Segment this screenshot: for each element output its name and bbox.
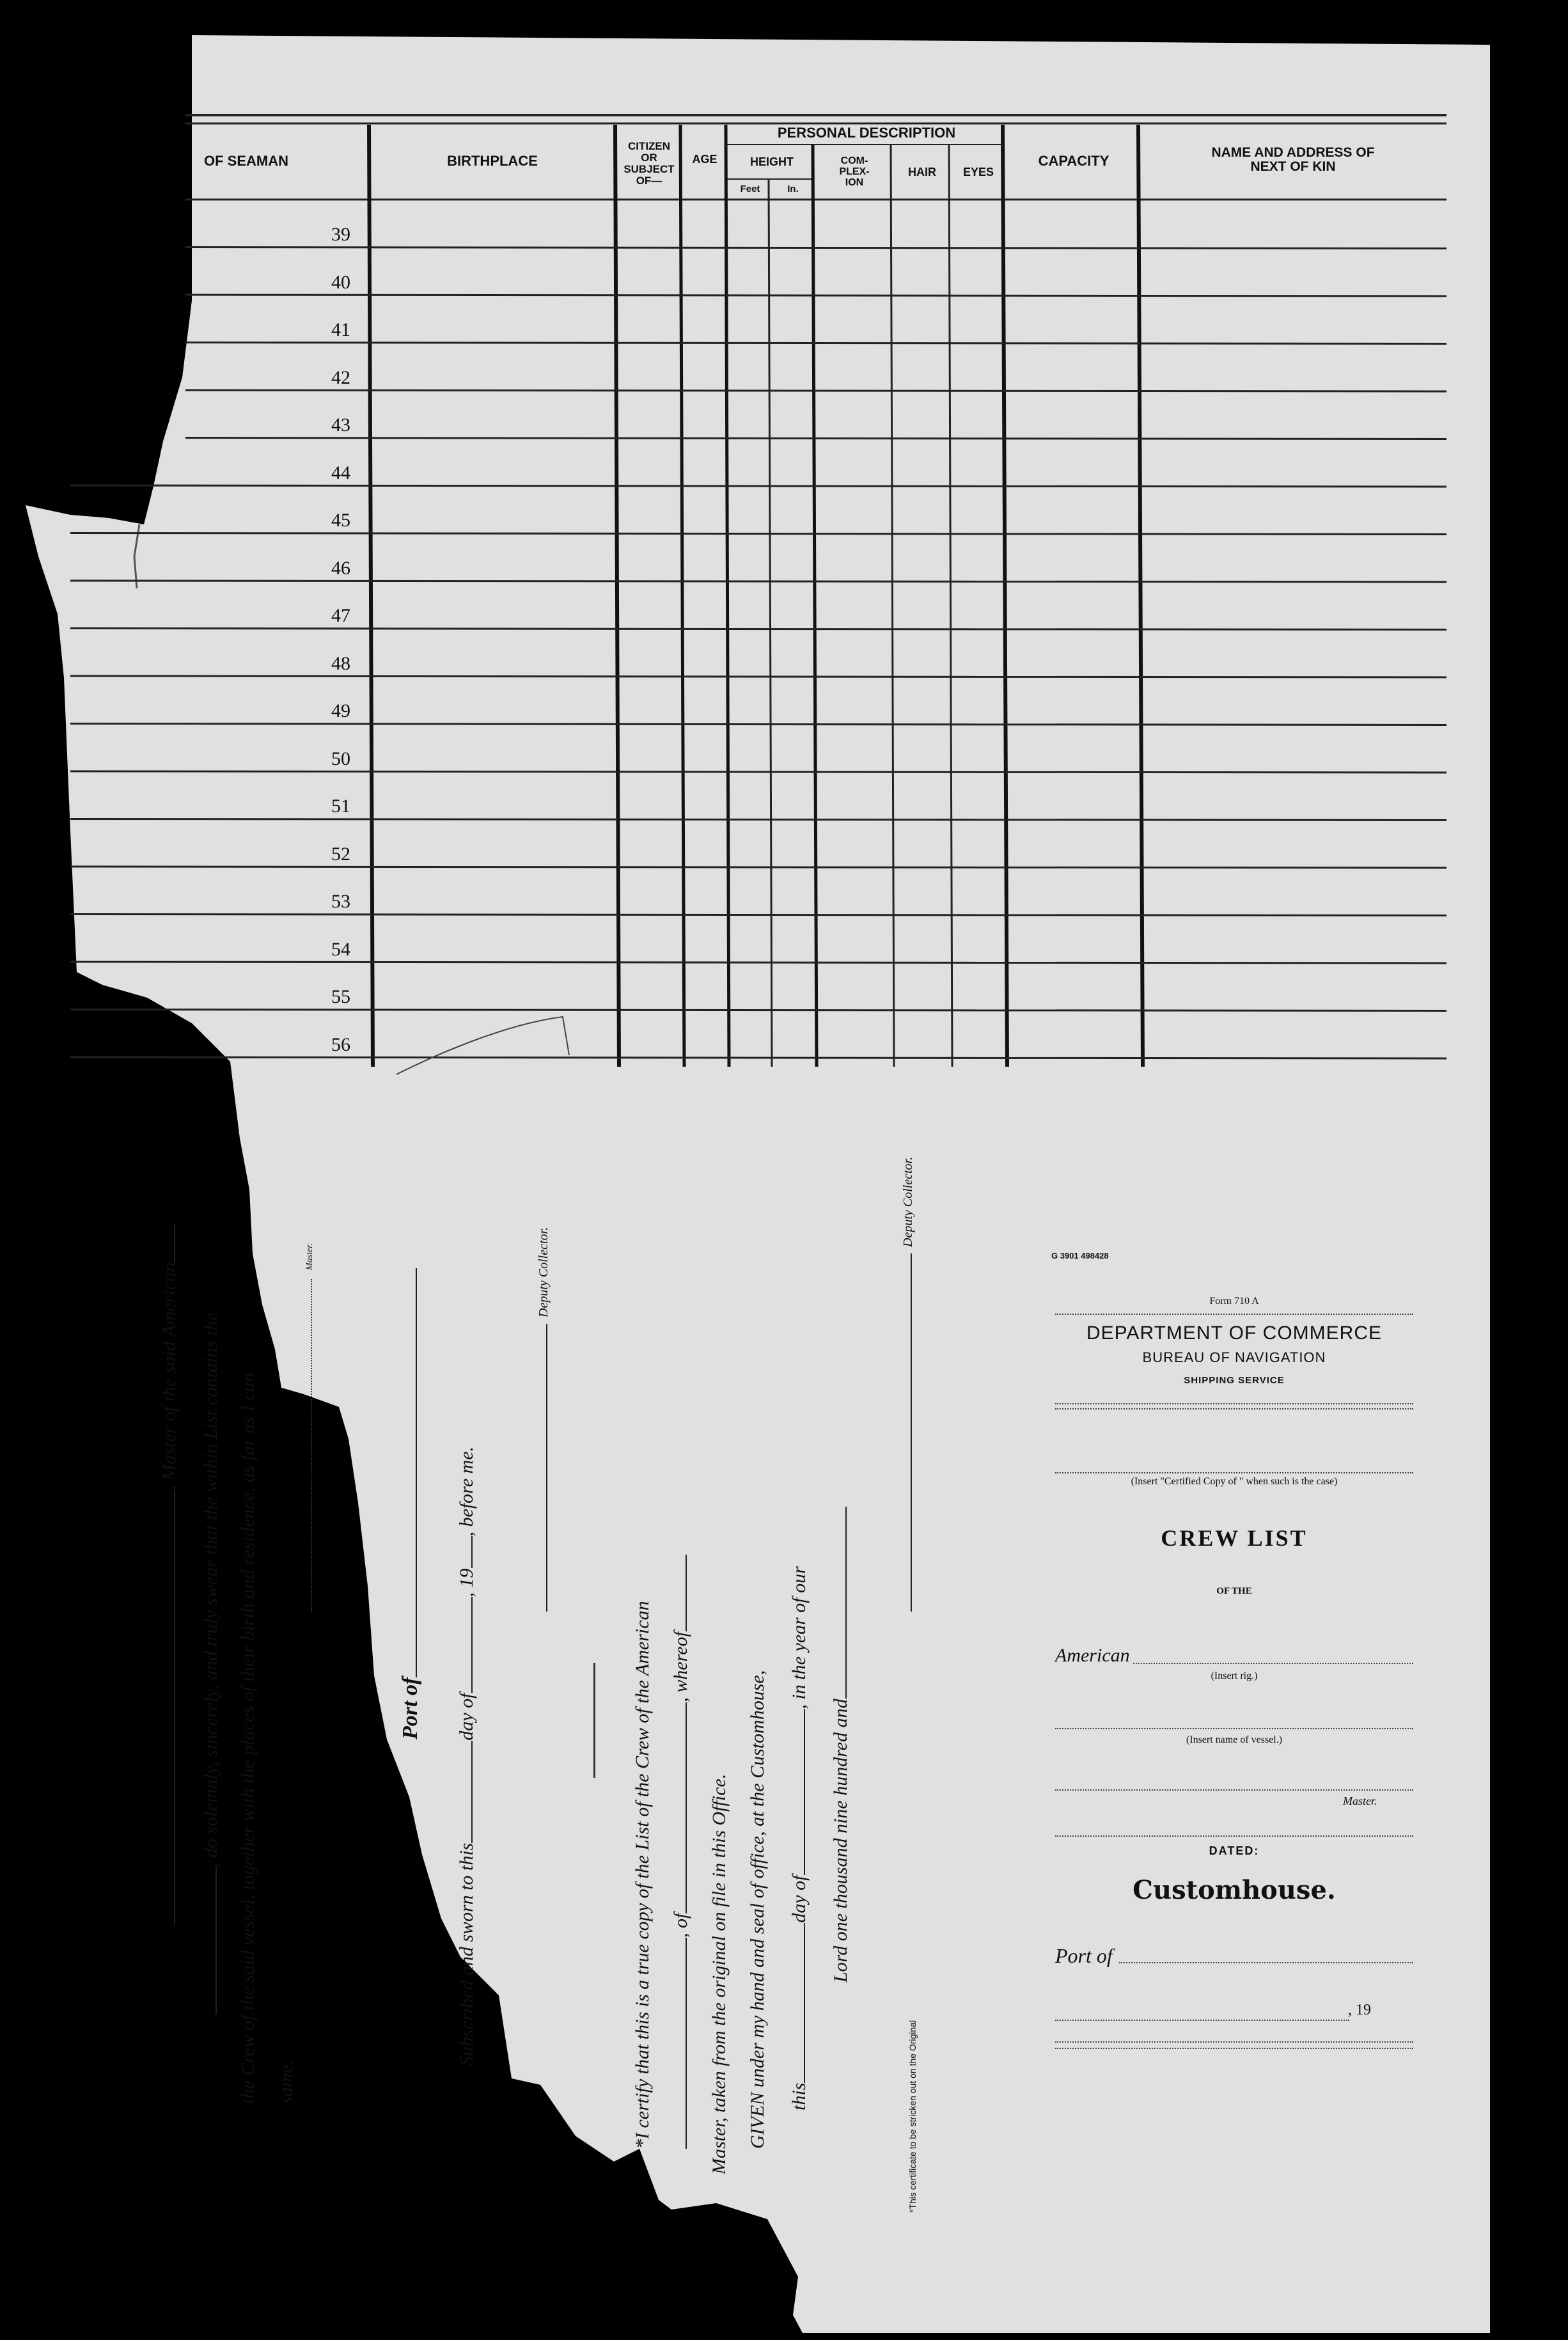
citizen-l1: CITIZEN (627, 140, 671, 152)
row-number: 43 (331, 414, 350, 436)
cert-footnote-text: *This certificate to be stricken out on the Original (907, 2020, 918, 2213)
row-number: 48 (331, 652, 350, 674)
cert-l1-text: *I certify that this is a true copy of the List of the Crew of the American (632, 1601, 653, 2149)
row-number: 47 (331, 605, 350, 626)
cover-panel (1049, 1241, 1420, 1816)
row-number: 56 (331, 1033, 350, 1055)
complexion-l2: PLEX- (839, 166, 870, 177)
department-title: DEPARTMENT OF COMMERCE (1086, 1323, 1383, 1344)
rule-2 (1055, 1403, 1413, 1404)
oath-deputy-label: Deputy Collector. (537, 1227, 551, 1317)
row-number: 42 (331, 366, 350, 388)
row-rule (70, 485, 1446, 487)
cert-l4-text: GIVEN under my hand and seal of office, at the Customhouse, (747, 1670, 768, 2149)
col-header-hair: HAIR (908, 166, 936, 178)
oath-l1-text: , Master of the said American (159, 1262, 180, 1490)
cert-line-6 (831, 1507, 851, 1983)
row-number: 49 (331, 700, 350, 721)
cert-l5-day: day of (788, 1875, 810, 1923)
row-rule (70, 915, 1446, 916)
col-header-birthplace: BIRTHPLACE (447, 153, 538, 169)
crew-list-title: CREW LIST (1161, 1525, 1308, 1551)
col-header-age: AGE (692, 153, 717, 166)
vessel-line[interactable] (1055, 1728, 1413, 1729)
complexion-l1: COM- (840, 155, 868, 166)
oath-line-4 (277, 2060, 296, 2104)
oath-line-1 (160, 1224, 179, 1925)
row-number: 39 (331, 224, 350, 245)
citizen-l3: SUBJECT (623, 162, 675, 175)
cert-l5-this: this (788, 2082, 810, 2110)
cert-line-5 (790, 1566, 809, 2110)
col-header-complexion (817, 156, 892, 188)
oath-master-label: Master. (305, 1243, 315, 1270)
oath-port-label: Port of (398, 1677, 422, 1739)
citizen-l2: OR (641, 151, 657, 164)
insert-rig-note: (Insert rig.) (1211, 1670, 1258, 1681)
oath-divider (593, 1663, 595, 1778)
row-rule (185, 390, 1446, 391)
col-header-inches: In. (787, 184, 799, 194)
rule-7 (1055, 2048, 1413, 2049)
year-label: , 19 (1348, 2002, 1371, 2018)
sworn-b: day of (456, 1693, 477, 1741)
rule-3 (1055, 1408, 1413, 1409)
master-label: Master. (1343, 1794, 1377, 1807)
customhouse-title: Customhouse. (1133, 1875, 1336, 1905)
oath-l4-text: same. (276, 2059, 297, 2104)
dated-label: DATED: (1209, 1844, 1260, 1857)
col-header-name-of-seaman: OF SEAMAN (204, 153, 288, 169)
bureau-title: BUREAU OF NAVIGATION (1142, 1349, 1326, 1365)
row-number: 40 (331, 271, 350, 293)
row-rule (70, 771, 1446, 773)
row-number: 54 (331, 938, 350, 960)
complexion-l3: ION (845, 177, 864, 188)
oath-deputy-line (537, 1227, 550, 1612)
cert-line-4 (748, 1670, 767, 2149)
sworn-d: , before me. (456, 1446, 477, 1537)
print-code: G 3901 498428 (1051, 1251, 1109, 1260)
next-of-kin-l1: NAME AND ADDRESS OF (1211, 145, 1375, 160)
rig-line[interactable] (1133, 1663, 1413, 1664)
cert-deputy-label: Deputy Collector. (901, 1156, 915, 1247)
cert-l3-text: Master, taken from the original on file in this Office. (709, 1773, 730, 2174)
rule-1 (1055, 1314, 1413, 1315)
col-header-next-of-kin (1143, 146, 1443, 174)
cert-deputy-line (902, 1157, 914, 1612)
row-rule (70, 724, 1446, 725)
col-header-capacity: CAPACITY (1038, 153, 1109, 169)
row-rule (185, 295, 1446, 296)
of-the-label: OF THE (1216, 1586, 1252, 1596)
oath-port-line (400, 1268, 421, 1739)
col-header-citizen (618, 141, 680, 186)
row-rule (70, 533, 1446, 535)
rule-6 (1055, 2041, 1413, 2043)
rule-4 (1055, 1472, 1413, 1473)
citizen-l4: OF— (636, 174, 662, 187)
col-header-personal-description: PERSONAL DESCRIPTION (777, 125, 956, 141)
cover-panel-lower (1049, 1816, 1420, 2072)
cert-l6-text: Lord one thousand nine hundred and (830, 1699, 851, 1983)
row-number: 52 (331, 843, 350, 865)
cert-footnote (908, 2020, 917, 2213)
port-line[interactable] (1119, 1962, 1413, 1963)
cert-l2-whereof: , whereof (670, 1631, 691, 1702)
date-line[interactable] (1055, 2020, 1349, 2021)
oath-sworn-line (457, 1447, 476, 2066)
cert-line-2 (671, 1555, 691, 2149)
american-label: American (1055, 1645, 1130, 1666)
cert-l5-year: , in the year of our (788, 1566, 810, 1709)
row-rule (185, 438, 1446, 439)
row-rule (70, 1057, 1446, 1058)
oath-master-signature-line (306, 1243, 315, 1612)
insert-copy-note: (Insert "Certified Copy of " when such is the case) (1131, 1476, 1338, 1487)
cert-line-1 (633, 1601, 652, 2149)
row-rule (70, 581, 1446, 582)
cert-l2-of: , of (670, 1913, 691, 1938)
oath-l2-text: , do solemnly, sincerely, and truly swear that the within List contains the (200, 1312, 221, 1867)
row-rule (185, 343, 1446, 344)
next-of-kin-l2: NEXT OF KIN (1250, 159, 1336, 175)
service-title: SHIPPING SERVICE (1184, 1375, 1285, 1386)
row-rule (185, 247, 1446, 249)
form-number: Form 710 A (1209, 1296, 1259, 1307)
sworn-c: , 19 (456, 1568, 477, 1598)
row-number: 41 (331, 319, 350, 340)
col-header-eyes: EYES (962, 166, 994, 178)
insert-vessel-note: (Insert name of vessel.) (1186, 1734, 1283, 1745)
row-number: 50 (331, 748, 350, 769)
row-rule (70, 819, 1446, 821)
rule-5 (1055, 1835, 1413, 1837)
row-rule (70, 676, 1446, 677)
cert-line-3 (710, 1774, 729, 2174)
row-number: 51 (331, 796, 350, 817)
row-number: 44 (331, 462, 350, 483)
row-number: 45 (331, 510, 350, 531)
row-rule (70, 1010, 1446, 1011)
sworn-a: Subscribed and sworn to this (456, 1842, 477, 2066)
oath-l3-text: the Crew of the said vessel, together with the places of their birth and residence, as far as I can (237, 1372, 258, 2104)
row-rule (70, 867, 1446, 868)
oath-line-3 (239, 1373, 258, 2104)
row-number: 46 (331, 557, 350, 579)
port-of-label: Port of (1055, 1944, 1113, 1967)
col-header-feet: Feet (740, 184, 760, 194)
row-number: 53 (331, 891, 350, 912)
row-rule (70, 629, 1446, 630)
oath-line-2 (201, 1312, 221, 2014)
master-line[interactable] (1055, 1789, 1413, 1791)
col-header-height: HEIGHT (749, 155, 794, 168)
row-number: 55 (331, 986, 350, 1007)
row-rule (70, 962, 1446, 963)
